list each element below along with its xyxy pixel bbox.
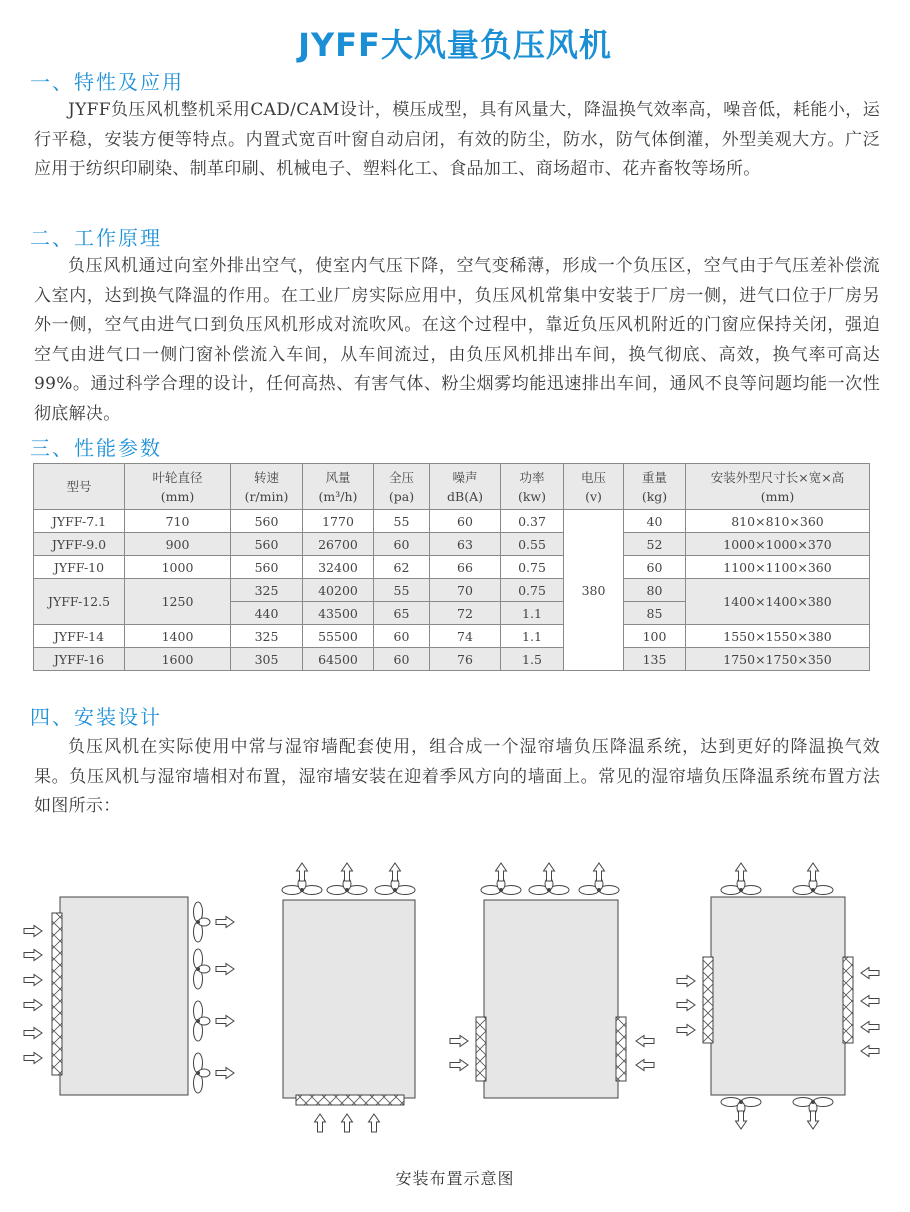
- cell-pressure: 60: [374, 648, 430, 671]
- layout-sides-to-top-bottom: [677, 863, 879, 1129]
- table-row: [34, 533, 870, 556]
- cell-power: 1.1: [501, 625, 564, 648]
- layout-bottom-to-top: [282, 863, 415, 1132]
- cell-pressure: 60: [374, 533, 430, 556]
- section-heading-principle: 二、工作原理: [30, 226, 162, 250]
- cell-model: JYFF-14: [34, 625, 125, 648]
- table-row: [34, 579, 870, 602]
- page-title: JYFF大风量负压风机: [298, 26, 612, 64]
- cell-model: JYFF-12.5: [34, 579, 125, 625]
- cell-size: 1000×1000×370: [686, 533, 870, 556]
- cell-pressure: 62: [374, 556, 430, 579]
- cell-weight: 60: [624, 556, 686, 579]
- cell-size: 1550×1550×380: [686, 625, 870, 648]
- header-diameter: 叶轮直径 (mm): [125, 464, 231, 510]
- header-speed: 转速 (r/min): [231, 464, 303, 510]
- cell-noise: 72: [430, 602, 501, 625]
- layout-sides-to-top: [450, 863, 654, 1098]
- fan-icon: [194, 902, 211, 1093]
- cell-model: JYFF-9.0: [34, 533, 125, 556]
- installation-diagram: [0, 845, 910, 1145]
- cell-weight: 85: [624, 602, 686, 625]
- cell-weight: 100: [624, 625, 686, 648]
- cell-size: 810×810×360: [686, 510, 870, 533]
- cell-noise: 74: [430, 625, 501, 648]
- section-text-features: JYFF负压风机整机采用CAD/CAM设计，模压成型，具有风量大，降温换气效率高，噪音低，耗能小，运行平稳，安装方便等特点。内置式宽百叶窗自动启闭，有效的防尘，防水，防气体倒灌，外型美观大方。广泛应用于纺织印刷染、制革印刷、机械电子、塑料化工、食品加工、商场超市、花卉畜牧等场所。: [34, 100, 880, 179]
- cell-power: 0.55: [501, 533, 564, 556]
- cell-pressure: 65: [374, 602, 430, 625]
- cell-size: 1750×1750×350: [686, 648, 870, 671]
- header-power: 功率 (kw): [501, 464, 564, 510]
- cell-weight: 135: [624, 648, 686, 671]
- cell-size: 1400×1400×380: [686, 579, 870, 625]
- section-text-principle: 负压风机通过向室外排出空气，使室内气压下降，空气变稀薄，形成一个负压区，空气由于气压差补偿流入室内，达到换气降温的作用。在工业厂房实际应用中，负压风机常集中安装于厂房一侧，进气口位于厂房另外一侧，空气由进气口到负压风机形成对流吹风。在这个过程中，靠近负压风机附近的门窗应保持关闭，强迫空气由进气口一侧门窗补偿流入车间，从车间流过，由负压风机排出车间，换气彻底、高效，换气率可高达99%。通过科学合理的设计，任何高热、有害气体、粉尘烟雾均能迅速排出车间，通风不良等问题均能一次性彻底解决。: [34, 256, 880, 424]
- cell-noise: 70: [430, 579, 501, 602]
- layout-side-to-side: [24, 897, 234, 1095]
- cell-power: 0.75: [501, 556, 564, 579]
- section-heading-features: 一、特性及应用: [30, 70, 184, 94]
- table-row: [34, 510, 870, 533]
- cell-pressure: 55: [374, 510, 430, 533]
- cell-diameter: 1250: [125, 579, 231, 625]
- section-heading-parameters: 三、性能参数: [30, 436, 162, 460]
- cell-power: 0.37: [501, 510, 564, 533]
- table-row: [34, 625, 870, 648]
- cell-speed: 560: [231, 510, 303, 533]
- cell-speed: 560: [231, 533, 303, 556]
- cell-diameter: 900: [125, 533, 231, 556]
- cell-diameter: 1400: [125, 625, 231, 648]
- cell-speed: 560: [231, 556, 303, 579]
- cell-speed: 305: [231, 648, 303, 671]
- cell-noise: 60: [430, 510, 501, 533]
- cell-airflow: 43500: [303, 602, 374, 625]
- cell-speed: 325: [231, 579, 303, 602]
- cell-model: JYFF-10: [34, 556, 125, 579]
- cell-weight: 52: [624, 533, 686, 556]
- table-header-row: [34, 464, 870, 510]
- cell-speed: 440: [231, 602, 303, 625]
- cell-weight: 40: [624, 510, 686, 533]
- cell-diameter: 1600: [125, 648, 231, 671]
- cell-airflow: 40200: [303, 579, 374, 602]
- cell-airflow: 1770: [303, 510, 374, 533]
- cell-airflow: 32400: [303, 556, 374, 579]
- cell-power: 1.5: [501, 648, 564, 671]
- cell-diameter: 710: [125, 510, 231, 533]
- cell-pressure: 60: [374, 625, 430, 648]
- header-voltage: 电压 (v): [564, 464, 624, 510]
- cell-voltage: 380: [564, 510, 624, 671]
- header-pressure: 全压 (pa): [374, 464, 430, 510]
- cell-model: JYFF-16: [34, 648, 125, 671]
- cell-pressure: 55: [374, 579, 430, 602]
- diagram-caption: 安装布置示意图: [395, 1169, 515, 1188]
- cell-power: 1.1: [501, 602, 564, 625]
- header-size: 安装外型尺寸长×宽×高 (mm): [686, 464, 870, 510]
- cell-speed: 325: [231, 625, 303, 648]
- cell-power: 0.75: [501, 579, 564, 602]
- table-row: [34, 556, 870, 579]
- cell-weight: 80: [624, 579, 686, 602]
- cell-noise: 76: [430, 648, 501, 671]
- cell-model: JYFF-7.1: [34, 510, 125, 533]
- table-row: [34, 648, 870, 671]
- cell-airflow: 64500: [303, 648, 374, 671]
- cell-airflow: 55500: [303, 625, 374, 648]
- section-text-installation: 负压风机在实际使用中常与湿帘墙配套使用，组合成一个湿帘墙负压降温系统，达到更好的降温换气效果。负压风机与湿帘墙相对布置，湿帘墙安装在迎着季风方向的墙面上。常见的湿帘墙负压降温系统布置方法如图所示：: [34, 737, 880, 816]
- spec-table: [33, 463, 870, 671]
- header-noise: 噪声 dB(A): [430, 464, 501, 510]
- header-airflow: 风量 (m³/h): [303, 464, 374, 510]
- header-model: 型号: [34, 464, 125, 510]
- section-heading-installation: 四、安装设计: [30, 705, 162, 729]
- cell-noise: 66: [430, 556, 501, 579]
- airflow-arrow-icon: [24, 926, 42, 1064]
- header-weight: 重量 (kg): [624, 464, 686, 510]
- cell-diameter: 1000: [125, 556, 231, 579]
- cell-size: 1100×1100×360: [686, 556, 870, 579]
- cell-airflow: 26700: [303, 533, 374, 556]
- cell-noise: 63: [430, 533, 501, 556]
- airflow-arrow-icon: [216, 917, 234, 1079]
